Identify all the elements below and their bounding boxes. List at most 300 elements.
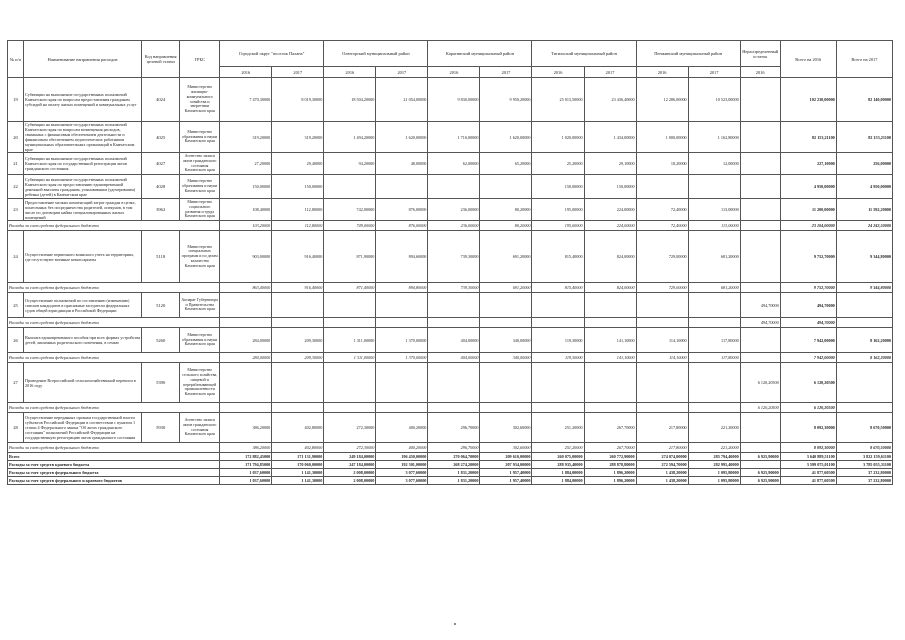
summary-value: 6 925,90000	[740, 477, 780, 485]
summary-total-2017: 37 232,80000	[836, 469, 892, 477]
header-year: 2016	[636, 67, 688, 78]
value-cell: 903,00000	[220, 231, 272, 283]
row-code: 5260	[142, 328, 180, 353]
value-cell: 284,00000	[220, 353, 272, 363]
value-cell	[584, 318, 636, 328]
row-code: 4027	[142, 153, 180, 175]
summary-value: 2 008,00000	[324, 469, 376, 477]
total-2016-cell: 8 092,30000	[780, 443, 836, 453]
total-2016-cell: 8 092,30000	[780, 413, 836, 443]
summary-value: 1 884,00000	[532, 469, 584, 477]
header-year: 2016	[740, 67, 780, 78]
value-cell: 1 370,00000	[376, 328, 428, 353]
total-2016-cell: 7 942,00000	[780, 328, 836, 353]
value-cell: 691,20000	[480, 231, 532, 283]
total-2016-cell: 9 752,70000	[780, 283, 836, 293]
value-cell: 340,00000	[480, 353, 532, 363]
value-cell: 404,00000	[428, 353, 480, 363]
value-cell: 742,00000	[324, 199, 376, 221]
value-cell: 863,40000	[220, 283, 272, 293]
value-cell: 876,00000	[376, 221, 428, 231]
table-row	[8, 153, 893, 175]
value-cell: 150,00000	[532, 175, 584, 199]
value-cell: 815,40000	[532, 231, 584, 283]
value-cell: 25 013,50000	[532, 78, 584, 122]
row-name: Осуществление полномочий по составлению (изменению) списков кандидатов в присяжные заседатели федеральных судов общей юрисдикции в Российской Федерации	[24, 293, 142, 318]
summary-value: 3 077,60000	[376, 469, 428, 477]
value-cell: 209,30000	[272, 328, 324, 353]
value-cell: 494,70000	[740, 318, 780, 328]
row-code: 3962	[142, 199, 180, 221]
table-row	[8, 283, 893, 293]
value-cell	[428, 175, 480, 199]
value-cell	[376, 318, 428, 328]
row-subtitle: Расходы за счет средств федерального бюджета	[8, 443, 220, 453]
value-cell: 119,30000	[532, 328, 584, 353]
row-grbs: Аппарат Губернатора и Правительства Камчатского края	[180, 293, 220, 318]
value-cell: 1 162,80000	[688, 122, 740, 153]
value-cell	[740, 231, 780, 283]
header-num: № п/п	[8, 41, 24, 78]
header-year: 2017	[272, 67, 324, 78]
row-number: 27	[8, 363, 24, 403]
value-cell	[376, 363, 428, 403]
value-cell: 916,40000	[272, 283, 324, 293]
value-cell	[324, 318, 376, 328]
value-cell	[636, 293, 688, 318]
value-cell: 21 054,00000	[376, 78, 428, 122]
table-row	[8, 413, 893, 443]
value-cell: 141,10000	[584, 328, 636, 353]
row-grbs: Агентство записи актов гражданского состояния Камчатского края	[180, 413, 220, 443]
value-cell: 113,00000	[688, 199, 740, 221]
summary-value: 1 141,30000	[272, 477, 324, 485]
header-region: Городской округ "поселок Палана"	[220, 41, 324, 67]
value-cell	[532, 293, 584, 318]
row-name: Субвенции на выполнение государственных полномочий Камчатского края по государственной регистрации актов гражданского состояния	[24, 153, 142, 175]
value-cell: 224,00000	[584, 221, 636, 231]
value-cell: 302,60000	[480, 443, 532, 453]
total-2017-cell: 11 592,20000	[836, 199, 892, 221]
summary-value: 1 438,20000	[636, 469, 688, 477]
header-year: 2016	[532, 67, 584, 78]
value-cell: 319,20000	[272, 122, 324, 153]
value-cell	[272, 293, 324, 318]
value-cell	[740, 328, 780, 353]
value-cell: 824,00000	[584, 283, 636, 293]
header-region: Нераспределенный остаток	[740, 41, 780, 67]
value-cell: 272,30000	[324, 413, 376, 443]
value-cell	[376, 175, 428, 199]
allocation-table	[7, 40, 893, 485]
summary-label: Расходы за счет средств федерального бюджета	[8, 469, 220, 477]
total-2016-cell: 23 104,00000	[780, 221, 836, 231]
value-cell	[220, 293, 272, 318]
summary-row	[8, 453, 893, 461]
summary-value: 1 095,80000	[688, 477, 740, 485]
header-year: 2017	[688, 67, 740, 78]
value-cell: 1 020,00000	[532, 122, 584, 153]
header-grbs: ГРБС	[180, 41, 220, 78]
header-region: Карагинский муниципальный район	[428, 41, 532, 67]
summary-value: 285 794,40000	[688, 453, 740, 461]
table-row	[8, 78, 893, 122]
value-cell	[428, 363, 480, 403]
value-cell	[376, 293, 428, 318]
value-cell: 195,00000	[532, 199, 584, 221]
document-sheet	[7, 40, 893, 485]
value-cell: 729,00000	[636, 231, 688, 283]
value-cell: 23 436,40000	[584, 78, 636, 122]
row-code: 5118	[142, 231, 180, 283]
value-cell	[636, 175, 688, 199]
total-2017-cell: 82 140,00000	[836, 78, 892, 122]
value-cell	[272, 403, 324, 413]
value-cell: 65,20000	[480, 153, 532, 175]
row-code: 4024	[142, 78, 180, 122]
total-2016-cell: 4 950,00000	[780, 175, 836, 199]
summary-value: 6 925,90000	[740, 469, 780, 477]
value-cell: 1 620,00000	[376, 122, 428, 153]
value-cell: 1 311,00000	[324, 328, 376, 353]
summary-value: 249 184,00000	[324, 453, 376, 461]
row-number: 28	[8, 413, 24, 443]
summary-value: 270 064,70000	[428, 453, 480, 461]
value-cell: 871,40000	[324, 283, 376, 293]
value-cell: 681,20000	[688, 231, 740, 283]
value-cell	[740, 78, 780, 122]
row-number: 25	[8, 293, 24, 318]
value-cell	[740, 199, 780, 221]
value-cell: 108,40000	[220, 199, 272, 221]
value-cell: 25,20000	[532, 153, 584, 175]
summary-value: 1 037,60000	[220, 477, 272, 485]
value-cell: 749,00000	[324, 221, 376, 231]
row-code: 5120	[142, 293, 180, 318]
value-cell: 6 120,20500	[740, 363, 780, 403]
value-cell	[688, 175, 740, 199]
value-cell: 739,30000	[428, 231, 480, 283]
total-2017-cell: 8 670,50000	[836, 443, 892, 453]
value-cell: 117,80000	[688, 328, 740, 353]
summary-label: Расходы за счет средств краевого бюджета	[8, 461, 220, 469]
page-mark	[454, 623, 456, 625]
value-cell: 150,00000	[584, 175, 636, 199]
value-cell: 141,10000	[584, 353, 636, 363]
value-cell: 739,30000	[428, 283, 480, 293]
value-cell: 894,80000	[376, 283, 428, 293]
value-cell	[688, 293, 740, 318]
value-cell	[740, 283, 780, 293]
table-row	[8, 293, 893, 318]
value-cell	[740, 175, 780, 199]
value-cell: 1 494,20000	[324, 122, 376, 153]
summary-value: 288 878,80000	[584, 461, 636, 469]
table-row	[8, 199, 893, 221]
table-row	[8, 318, 893, 328]
total-2017-cell: 256,00000	[836, 153, 892, 175]
row-grbs: Министерство образования и науки Камчатского края	[180, 328, 220, 353]
summary-value: 1 438,20000	[636, 477, 688, 485]
header-year: 2016	[324, 67, 376, 78]
value-cell: 691,20000	[480, 283, 532, 293]
value-cell: 267,70000	[584, 443, 636, 453]
summary-total-2017: 37 232,80000	[836, 477, 892, 485]
value-cell	[688, 363, 740, 403]
table-row	[8, 403, 893, 413]
value-cell: 302,60000	[480, 413, 532, 443]
table-row	[8, 231, 893, 283]
value-cell: 236,00000	[428, 221, 480, 231]
summary-value: 288 935,40000	[532, 461, 584, 469]
value-cell: 236,00000	[428, 199, 480, 221]
value-cell: 27,20000	[220, 153, 272, 175]
value-cell: 1 000,00000	[636, 122, 688, 153]
row-name: Выплата единовременного пособия при всех формах устройства детей, лишенных родительского попечения, в семью	[24, 328, 142, 353]
value-cell: 404,00000	[428, 328, 480, 353]
value-cell	[480, 363, 532, 403]
row-subtitle: Расходы за счет средств федерального бюджета	[8, 318, 220, 328]
value-cell: 386,20000	[220, 443, 272, 453]
row-grbs: Министерство сельского хозяйства, пищевой и перерабатывающей промышленности Камчатского края	[180, 363, 220, 403]
value-cell: 12,00000	[688, 153, 740, 175]
summary-value: 282 995,40000	[688, 461, 740, 469]
value-cell: 340,00000	[480, 328, 532, 353]
row-number: 21	[8, 153, 24, 175]
value-cell: 72,40000	[636, 221, 688, 231]
value-cell: 80,20000	[480, 221, 532, 231]
value-cell: 18,20000	[636, 153, 688, 175]
row-grbs: Министерство социального развития и труда Камчатского края	[180, 199, 220, 221]
summary-total-2017: 3 785 055,31100	[836, 461, 892, 469]
row-grbs: Министерство образования и науки Камчатского края	[180, 122, 220, 153]
value-cell	[324, 175, 376, 199]
table-row	[8, 353, 893, 363]
value-cell	[688, 403, 740, 413]
row-code: 5390	[142, 363, 180, 403]
value-cell	[740, 353, 780, 363]
row-name: Проведение Всероссийской сельскохозяйственной переписи в 2016 году	[24, 363, 142, 403]
value-cell	[272, 318, 324, 328]
header-region: Олюторский муниципальный район	[324, 41, 428, 67]
value-cell: 18 504,20000	[324, 78, 376, 122]
value-cell	[740, 153, 780, 175]
value-cell	[480, 175, 532, 199]
summary-value: 1 095,80000	[688, 469, 740, 477]
value-cell	[324, 293, 376, 318]
value-cell: 6 120,20500	[740, 403, 780, 413]
row-subtitle: Расходы за счет средств федерального бюджета	[8, 353, 220, 363]
summary-value: 196 450,00000	[376, 453, 428, 461]
total-2016-cell: 494,70000	[780, 293, 836, 318]
value-cell: 1 620,00000	[480, 122, 532, 153]
row-grbs: Министерство специальных программ и по делам казачества Камчатского края	[180, 231, 220, 283]
total-2016-cell: 9 752,70000	[780, 231, 836, 283]
value-cell: 402,80000	[272, 413, 324, 443]
row-number: 24	[8, 231, 24, 283]
summary-label: Всего	[8, 453, 220, 461]
value-cell	[480, 318, 532, 328]
header-total-2016: Всего на 2016	[780, 41, 836, 78]
row-name: Осуществление переданных органам государственной власти субъектов Российской Федерации в соответствии с пунктом 1 статьи 4 Федерального закона "Об актах гражданского состояния" полномочий Российской Федерации на государственную регистрацию актов гражданского состояния	[24, 413, 142, 443]
value-cell: 267,70000	[584, 413, 636, 443]
total-2017-cell: 4 950,00000	[836, 175, 892, 199]
summary-value: 172 882,45000	[220, 453, 272, 461]
value-cell: 1 716,00000	[428, 122, 480, 153]
summary-value: 268 274,20000	[428, 461, 480, 469]
value-cell	[324, 403, 376, 413]
summary-value: 171 794,85000	[220, 461, 272, 469]
value-cell: 1 370,00000	[376, 353, 428, 363]
total-2017-cell: 9 344,80000	[836, 283, 892, 293]
value-cell: 221,20000	[688, 413, 740, 443]
total-2017-cell	[836, 403, 892, 413]
value-cell	[740, 122, 780, 153]
value-cell: 8 019,30000	[272, 78, 324, 122]
total-2017-cell: 8 162,20000	[836, 353, 892, 363]
summary-value: 1 831,20000	[428, 469, 480, 477]
value-cell: 221,20000	[688, 443, 740, 453]
summary-value: 192 301,00000	[376, 461, 428, 469]
value-cell	[636, 403, 688, 413]
summary-value: 207 934,00000	[480, 461, 532, 469]
value-cell	[220, 403, 272, 413]
value-cell: 9 950,20000	[480, 78, 532, 122]
value-cell: 916,40000	[272, 231, 324, 283]
value-cell: 112,80000	[272, 221, 324, 231]
value-cell: 729,00000	[636, 283, 688, 293]
table-row	[8, 328, 893, 353]
summary-value: 274 074,00000	[636, 453, 688, 461]
header-year: 2017	[480, 67, 532, 78]
value-cell: 876,00000	[376, 199, 428, 221]
value-cell: 217,80000	[636, 413, 688, 443]
table-row	[8, 122, 893, 153]
value-cell	[220, 363, 272, 403]
summary-value: 170 060,00000	[272, 461, 324, 469]
row-name: Субвенции на выполнение государственных полномочий Камчатского края по вопросам возмещения расходов, связанных с финансовым обеспечением деятельности и финансовым обеспечением педагогических работников муниципальных образовательных организаций в Камчатском крае	[24, 122, 142, 153]
value-cell	[376, 403, 428, 413]
value-cell	[480, 293, 532, 318]
table-row	[8, 363, 893, 403]
value-cell	[636, 318, 688, 328]
summary-value: 171 131,90000	[272, 453, 324, 461]
table-row	[8, 175, 893, 199]
value-cell: 12 286,00000	[636, 78, 688, 122]
total-2017-cell: 8 162,20000	[836, 328, 892, 353]
value-cell	[740, 221, 780, 231]
row-name: Осуществление первичного воинского учета на территориях, где отсутствуют военные комиссариаты	[24, 231, 142, 283]
value-cell: 150,00000	[220, 175, 272, 199]
value-cell: 400,20000	[376, 413, 428, 443]
summary-total-2016: 41 877,60500	[780, 469, 836, 477]
value-cell	[636, 363, 688, 403]
value-cell: 7 470,30000	[220, 78, 272, 122]
value-cell: 251,20000	[532, 413, 584, 443]
summary-total-2016: 41 877,60500	[780, 477, 836, 485]
total-2017-cell: 9 344,80000	[836, 231, 892, 283]
header-year: 2017	[376, 67, 428, 78]
summary-value: 1 957,40000	[480, 469, 532, 477]
row-number: 23	[8, 199, 24, 221]
total-2016-cell: 494,70000	[780, 318, 836, 328]
summary-total-2017: 3 822 159,61100	[836, 453, 892, 461]
value-cell: 9 830,00000	[428, 78, 480, 122]
row-number: 20	[8, 122, 24, 153]
total-2017-cell	[836, 293, 892, 318]
value-cell: 1 434,00000	[584, 122, 636, 153]
total-2016-cell: 11 200,00000	[780, 199, 836, 221]
summary-total-2016: 3 599 075,01100	[780, 461, 836, 469]
value-cell	[584, 403, 636, 413]
summary-value: 1 037,60000	[220, 469, 272, 477]
total-2017-cell	[836, 363, 892, 403]
value-cell	[532, 403, 584, 413]
header-year: 2016	[220, 67, 272, 78]
row-code: 4025	[142, 122, 180, 153]
value-cell: 114,10000	[636, 353, 688, 363]
total-2017-cell: 82 153,21100	[836, 122, 892, 153]
summary-value: 247 184,00000	[324, 461, 376, 469]
summary-row	[8, 477, 893, 485]
row-subtitle: Расходы за счет средств федерального бюджета	[8, 283, 220, 293]
summary-value: 209 610,00000	[480, 453, 532, 461]
summary-row	[8, 461, 893, 469]
row-name: Субвенции на выполнение государственных полномочий Камчатского края по предоставлению единовременной денежной выплаты гражданам, усыновившим (удочерившим) ребенка (детей) в Камчатском крае	[24, 175, 142, 199]
value-cell: 117,80000	[688, 353, 740, 363]
row-grbs: Министерство образования и науки Камчатского края	[180, 175, 220, 199]
value-cell: 80,20000	[480, 199, 532, 221]
header-name: Наименование направления расходов	[24, 41, 142, 78]
total-2017-cell: 8 670,50000	[836, 413, 892, 443]
value-cell	[272, 363, 324, 403]
header-region: Пенжинский муниципальный район	[636, 41, 740, 67]
value-cell: 48,00000	[376, 153, 428, 175]
value-cell: 400,20000	[376, 443, 428, 453]
total-2017-cell: 24 242,50000	[836, 221, 892, 231]
value-cell: 871,90000	[324, 231, 376, 283]
row-name: Субвенции на выполнение государственных полномочий Камчатского края по вопросам предоставления гражданам субсидий на оплату жилых помещений и коммунальных услуг	[24, 78, 142, 122]
value-cell	[688, 318, 740, 328]
summary-value: 2 008,00000	[324, 477, 376, 485]
summary-value: 6 925,90000	[740, 453, 780, 461]
summary-value: 3 077,60000	[376, 477, 428, 485]
summary-total-2016: 3 640 889,51100	[780, 453, 836, 461]
total-2016-cell: 227,10000	[780, 153, 836, 175]
value-cell: 272,30000	[324, 443, 376, 453]
value-cell: 10 523,00000	[688, 78, 740, 122]
value-cell: 62,00000	[428, 153, 480, 175]
summary-row	[8, 469, 893, 477]
value-cell: 386,20000	[220, 413, 272, 443]
value-cell	[740, 413, 780, 443]
value-cell	[428, 293, 480, 318]
value-cell: 119,30000	[532, 353, 584, 363]
value-cell	[532, 363, 584, 403]
value-cell: 195,00000	[532, 221, 584, 231]
value-cell: 72,40000	[636, 199, 688, 221]
header-code: Код направления целевой статьи	[142, 41, 180, 78]
value-cell	[428, 318, 480, 328]
header-total-2017: Всего на 2017	[836, 41, 892, 78]
summary-value: 1 896,20000	[584, 469, 636, 477]
value-cell: 224,00000	[584, 199, 636, 221]
value-cell: 114,10000	[636, 328, 688, 353]
total-2016-cell: 6 120,20500	[780, 363, 836, 403]
table-row	[8, 221, 893, 231]
value-cell: 150,00000	[272, 175, 324, 199]
value-cell: 29,10000	[584, 153, 636, 175]
